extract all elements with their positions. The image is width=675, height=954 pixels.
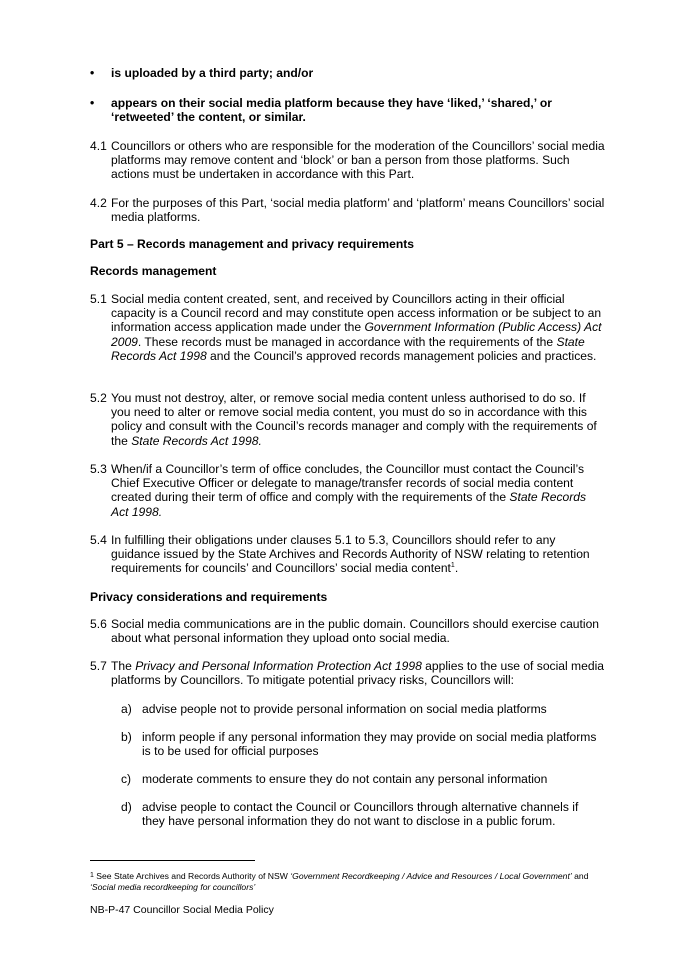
bullet-text: is uploaded by a third party; and/or — [111, 66, 314, 80]
clause-5-3 — [90, 462, 606, 519]
bullet-dot: • — [90, 96, 95, 110]
list-item — [121, 730, 601, 758]
bullet-item — [90, 96, 610, 124]
bullet-dot: • — [90, 66, 95, 80]
list-item — [121, 800, 601, 828]
list-text: advise people to contact the Council or Councillors through alternative channels if they have personal information they do not want to disclose in a public forum. — [142, 800, 579, 829]
clause-text: The Privacy and Personal Information Protection Act 1998 applies to the use of social media platforms by Councillors. To mitigate potential privacy risks, Councillors will: — [111, 659, 604, 688]
clause-5-4 — [90, 533, 606, 576]
clause-number: 4.2 — [90, 196, 107, 210]
list-letter: a) — [121, 702, 132, 716]
clause-5-1 — [90, 292, 606, 363]
list-letter: d) — [121, 800, 132, 814]
clause-number: 4.1 — [90, 139, 107, 153]
clause-4-1 — [90, 139, 606, 182]
footnote: $^1$ See State Archives and Records Authority of NSW ‘Government Recordkeeping / Advice and Resources / Local Government’ and ‘Social media recordkeeping for councillors’ — [90, 871, 589, 892]
clause-5-2 — [90, 391, 606, 448]
clause-text: For the purposes of this Part, ‘social media platform’ and ‘platform’ means Councillors’ social media platforms. — [111, 196, 605, 225]
list-text: advise people not to provide personal information on social media platforms — [142, 702, 547, 716]
footnote-source: ‘Social media recordkeeping for councillors’ — [90, 882, 256, 892]
clause-number: 5.1 — [90, 292, 107, 306]
clause-5-7 — [90, 659, 606, 687]
footnote-source: ‘Government Recordkeeping / Advice and Resources / Local Government’ — [290, 871, 572, 881]
act-title: State Records Act 1998. — [131, 433, 262, 448]
clause-5-6 — [90, 617, 606, 645]
act-title: State Records Act 1998 — [111, 334, 585, 363]
list-text: inform people if any personal information they may provide on social media platforms is to be used for official purposes — [142, 730, 597, 759]
footnote-ref: 1 — [450, 562, 455, 570]
clause-text: You must not destroy, alter, or remove social media content unless authorised to do so. If you need to alter or remove social media content, you must do so in accordance with this policy and consult with the Council’s records manager and comply with the requirements of the State Records Act 1998. — [111, 391, 597, 448]
privacy-heading: Privacy considerations and requirements — [90, 590, 328, 604]
clause-text: Councillors or others who are responsible for the moderation of the Councillors’ social media platforms may remove content and ‘block’ or ban a person from those platforms. Such actions must be undertaken in accordance with this Part. — [111, 139, 605, 182]
clause-4-2 — [90, 196, 606, 224]
records-heading: Records management — [90, 264, 217, 278]
footnote-mark: 1 — [90, 872, 94, 879]
page-footer: NB-P-47 Councillor Social Media Policy — [90, 904, 274, 916]
bullet-item — [90, 66, 610, 80]
clause-text: In fulfilling their obligations under clauses 5.1 to 5.3, Councillors should refer to any guidance issued by the State Archives and Records Authority of NSW relating to retention requirements for councils’ and Councillors’ social media content$^1$. — [111, 533, 590, 576]
act-title: State Records Act 1998. — [111, 490, 587, 519]
clause-text: Social media communications are in the public domain. Councillors should exercise caution about what personal information they upload onto social media. — [111, 617, 600, 646]
clause-number: 5.7 — [90, 659, 107, 673]
clause-text: When/if a Councillor’s term of office concludes, the Councillor must contact the Council’s Chief Executive Officer or delegate to manage/transfer records of social media content created during their term of office and comply with the requirements of the State Records Act 1998. — [111, 462, 587, 519]
act-title: Government Information (Public Access) Act 2009 — [111, 320, 602, 349]
footnote-divider — [90, 860, 255, 861]
clause-number: 5.4 — [90, 533, 107, 547]
clause-text: Social media content created, sent, and received by Councillors acting in their official capacity is a Council record and may constitute open access information or be subject to an information access application made under the Government Information (Public Access) Act 2009. These records must be managed in accordance with the requirements of the State Records Act 1998 and the Council’s approved records management policies and practices. — [111, 292, 602, 363]
bullet-text: appears on their social media platform because they have ‘liked,’ ‘shared,’ or ‘retweeted’ the content, or similar. — [111, 96, 552, 125]
list-item — [121, 702, 601, 716]
act-title: Privacy and Personal Information Protection Act 1998 — [135, 659, 422, 673]
list-letter: b) — [121, 730, 132, 744]
list-text: moderate comments to ensure they do not contain any personal information — [142, 772, 548, 786]
clause-number: 5.2 — [90, 391, 107, 405]
list-letter: c) — [121, 772, 132, 786]
list-item — [121, 772, 601, 786]
part5-heading: Part 5 – Records management and privacy requirements — [90, 237, 414, 251]
clause-number: 5.6 — [90, 617, 107, 631]
clause-number: 5.3 — [90, 462, 107, 476]
